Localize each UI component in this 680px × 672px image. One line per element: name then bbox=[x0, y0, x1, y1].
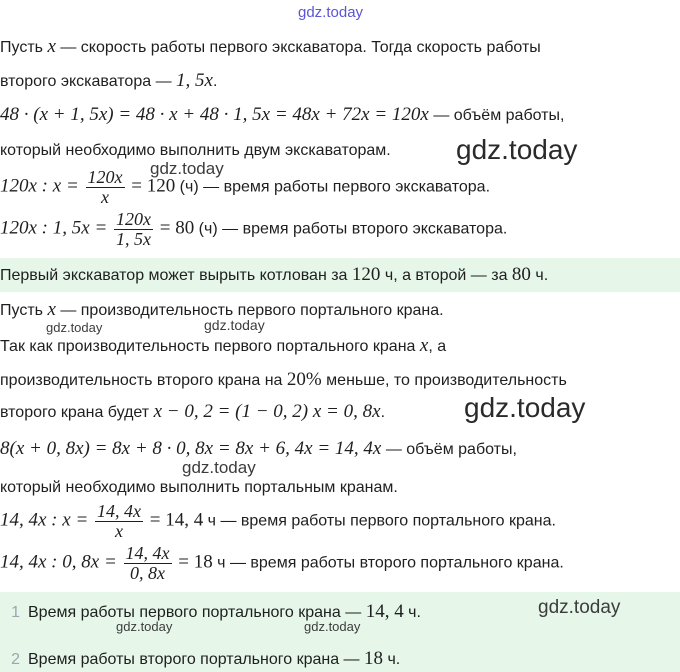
cranes-line-3: производительность второго крана на 20% меньше, то производительность bbox=[0, 369, 567, 390]
answer-item-1: 1 Время работы первого портального крана — 14, 4 ч. bbox=[2, 601, 421, 623]
cranes-line-1: Пусть x — производительность первого портального крана. bbox=[0, 299, 444, 320]
answer-item-2: 2 Время работы второго портального крана — 18 ч. bbox=[2, 648, 400, 670]
cranes-line-4: второго крана будет x − 0, 2 = (1 − 0, 2) x = 0, 8x. bbox=[0, 401, 386, 422]
equation-cranes-volume: 8(x + 0, 8x) = 8x + 8 · 0, 8x = 8x + 6, 4x = 14, 4x — объём работы, bbox=[0, 438, 517, 459]
equation-crane-time-first: 14, 4x : x = $\frac{14, 4x}{x}$ = 14, 4 ч — время работы первого портального крана. bbox=[0, 501, 556, 541]
equation-time-first: 120x : x = $\frac{120x}{x}$ = 120 (ч) — время работы первого экскаватора. bbox=[0, 167, 491, 207]
watermark-top: gdz.today bbox=[298, 4, 364, 21]
watermark: gdz.today bbox=[46, 320, 103, 335]
watermark: gdz.today bbox=[538, 597, 621, 618]
intro-line-1: Пусть x — скорость работы первого экскаватора. Тогда скорость работы bbox=[0, 36, 541, 57]
answer-index: 2 bbox=[11, 651, 20, 668]
answer-index: 1 bbox=[11, 604, 20, 621]
watermark: gdz.today bbox=[304, 619, 361, 634]
watermark: gdz.today bbox=[456, 134, 578, 165]
watermark: gdz.today bbox=[182, 458, 256, 477]
equation-volume-continued: который необходимо выполнить двум экскаваторам. bbox=[0, 142, 391, 159]
watermark: gdz.today bbox=[150, 159, 224, 178]
equation-cranes-volume-continued: который необходимо выполнить портальным кранам. bbox=[0, 479, 398, 496]
answer-excavators: Первый экскаватор может вырыть котлован за 120 ч, а второй — за 80 ч. bbox=[0, 264, 549, 285]
equation-volume: 48 · (x + 1, 5x) = 48 · x + 48 · 1, 5x = 48x + 72x = 120x — объём работы, bbox=[0, 104, 565, 125]
watermark: gdz.today bbox=[204, 317, 265, 333]
intro-line-2: второго экскаватора — 1, 5x. bbox=[0, 70, 218, 91]
watermark: gdz.today bbox=[464, 392, 586, 423]
cranes-line-2: Так как производительность первого портального крана x, а bbox=[0, 335, 447, 356]
watermark: gdz.today bbox=[116, 619, 173, 634]
equation-crane-time-second: 14, 4x : 0, 8x = $\frac{14, 4x}{0, 8x}$ = 18 ч — время работы второго портального крана. bbox=[0, 543, 564, 583]
equation-time-second: 120x : 1, 5x = $\frac{120x}{1, 5x}$ = 80 (ч) — время работы второго экскаватора. bbox=[0, 209, 508, 249]
